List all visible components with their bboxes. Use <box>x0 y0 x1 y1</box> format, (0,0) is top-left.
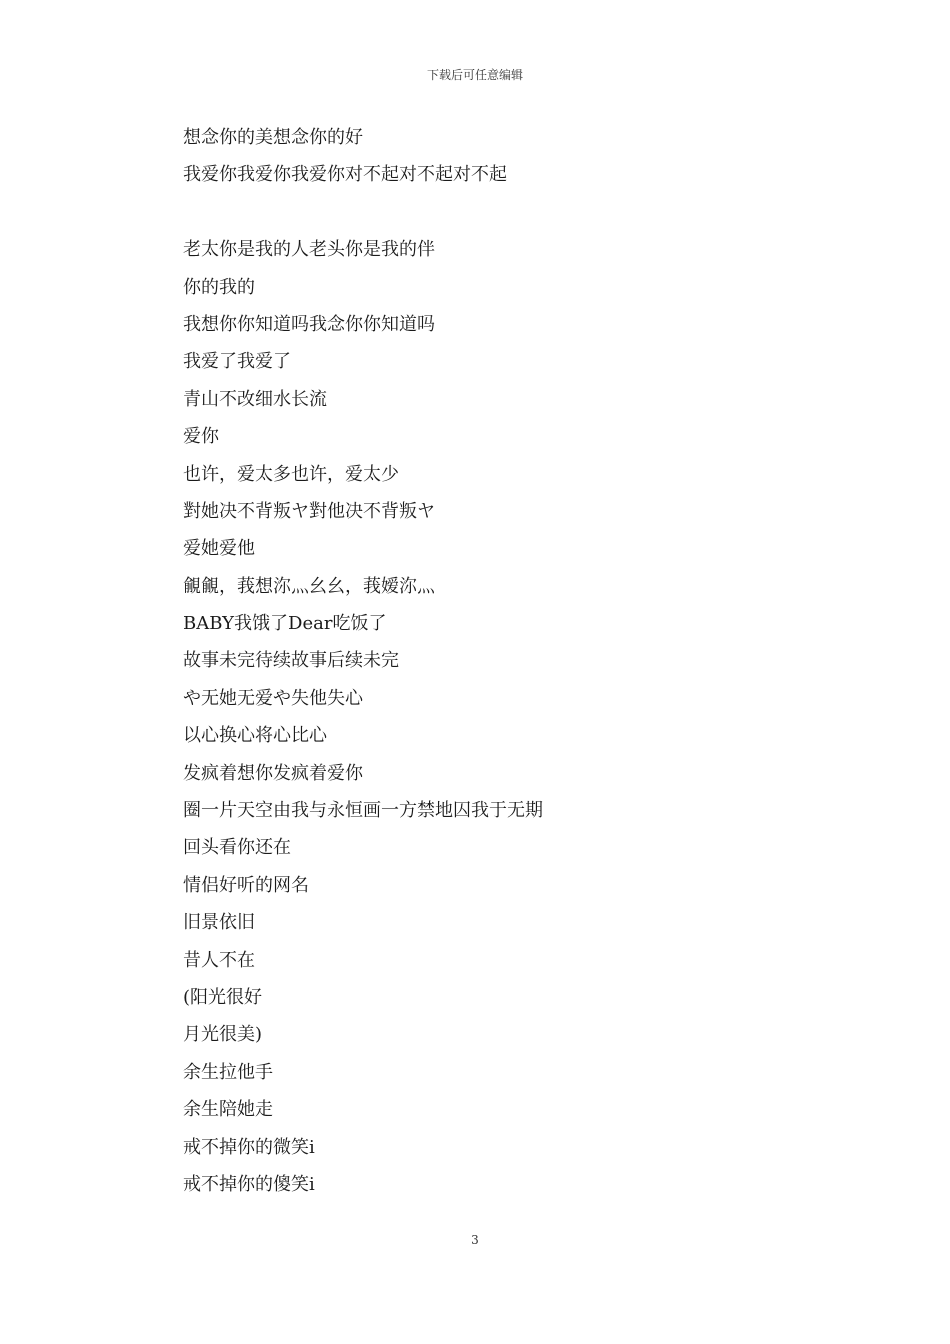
text-line: 覦覦，莪想沵灬幺幺，莪嫒沵灬 <box>183 575 435 597</box>
blank-line <box>183 198 803 235</box>
text-line: 也许，爱太多也许，爱太少 <box>183 463 399 485</box>
text-line: 爱她爱他 <box>183 538 255 560</box>
text-line: 青山不改细水长流 <box>183 388 327 410</box>
text-line: 以心换心将心比心 <box>183 725 327 747</box>
text-line: 老太你是我的人老头你是我的伴 <box>183 239 435 261</box>
text-line: 爱你 <box>183 426 219 448</box>
text-line: 你的我的 <box>183 276 255 298</box>
text-line: 想念你的美想念你的好 <box>183 127 363 148</box>
text-line: や无她无爱や失他失心 <box>183 687 363 709</box>
text-line: 余生拉他手 <box>183 1061 273 1083</box>
text-line: 我爱了我爱了 <box>183 351 291 373</box>
text-line: 對她决不背叛ヤ對他决不背叛ヤ <box>183 500 435 522</box>
text-line: 发疯着想你发疯着爱你 <box>183 762 363 784</box>
text-line: 情侣好听的网名 <box>183 874 309 896</box>
text-line: 月光很美) <box>183 1024 263 1046</box>
text-line: 旧景依旧 <box>183 912 255 934</box>
text-line: 我爱你我爱你我爱你对不起对不起对不起 <box>183 164 507 186</box>
text-line: BABY我饿了Dear吃饭了 <box>183 613 387 635</box>
text-line: 戒不掉你的微笑i <box>183 1136 315 1158</box>
text-line: 余生陪她走 <box>183 1099 273 1121</box>
text-line: 圈一片天空由我与永恒画一方禁地囚我于无期 <box>183 800 543 822</box>
page-number: 3 <box>471 1233 479 1247</box>
text-line: (阳光很好 <box>183 986 263 1008</box>
text-line: 故事未完待续故事后续未完 <box>183 650 399 672</box>
text-line: 我想你你知道吗我念你你知道吗 <box>183 313 435 335</box>
document-body <box>183 123 803 1207</box>
text-line: 戒不掉你的傻笑i <box>183 1173 315 1195</box>
text-line: 昔人不在 <box>183 949 255 971</box>
text-line: 回头看你还在 <box>183 837 291 859</box>
page-header-note: 下载后可任意编辑 <box>426 68 523 82</box>
